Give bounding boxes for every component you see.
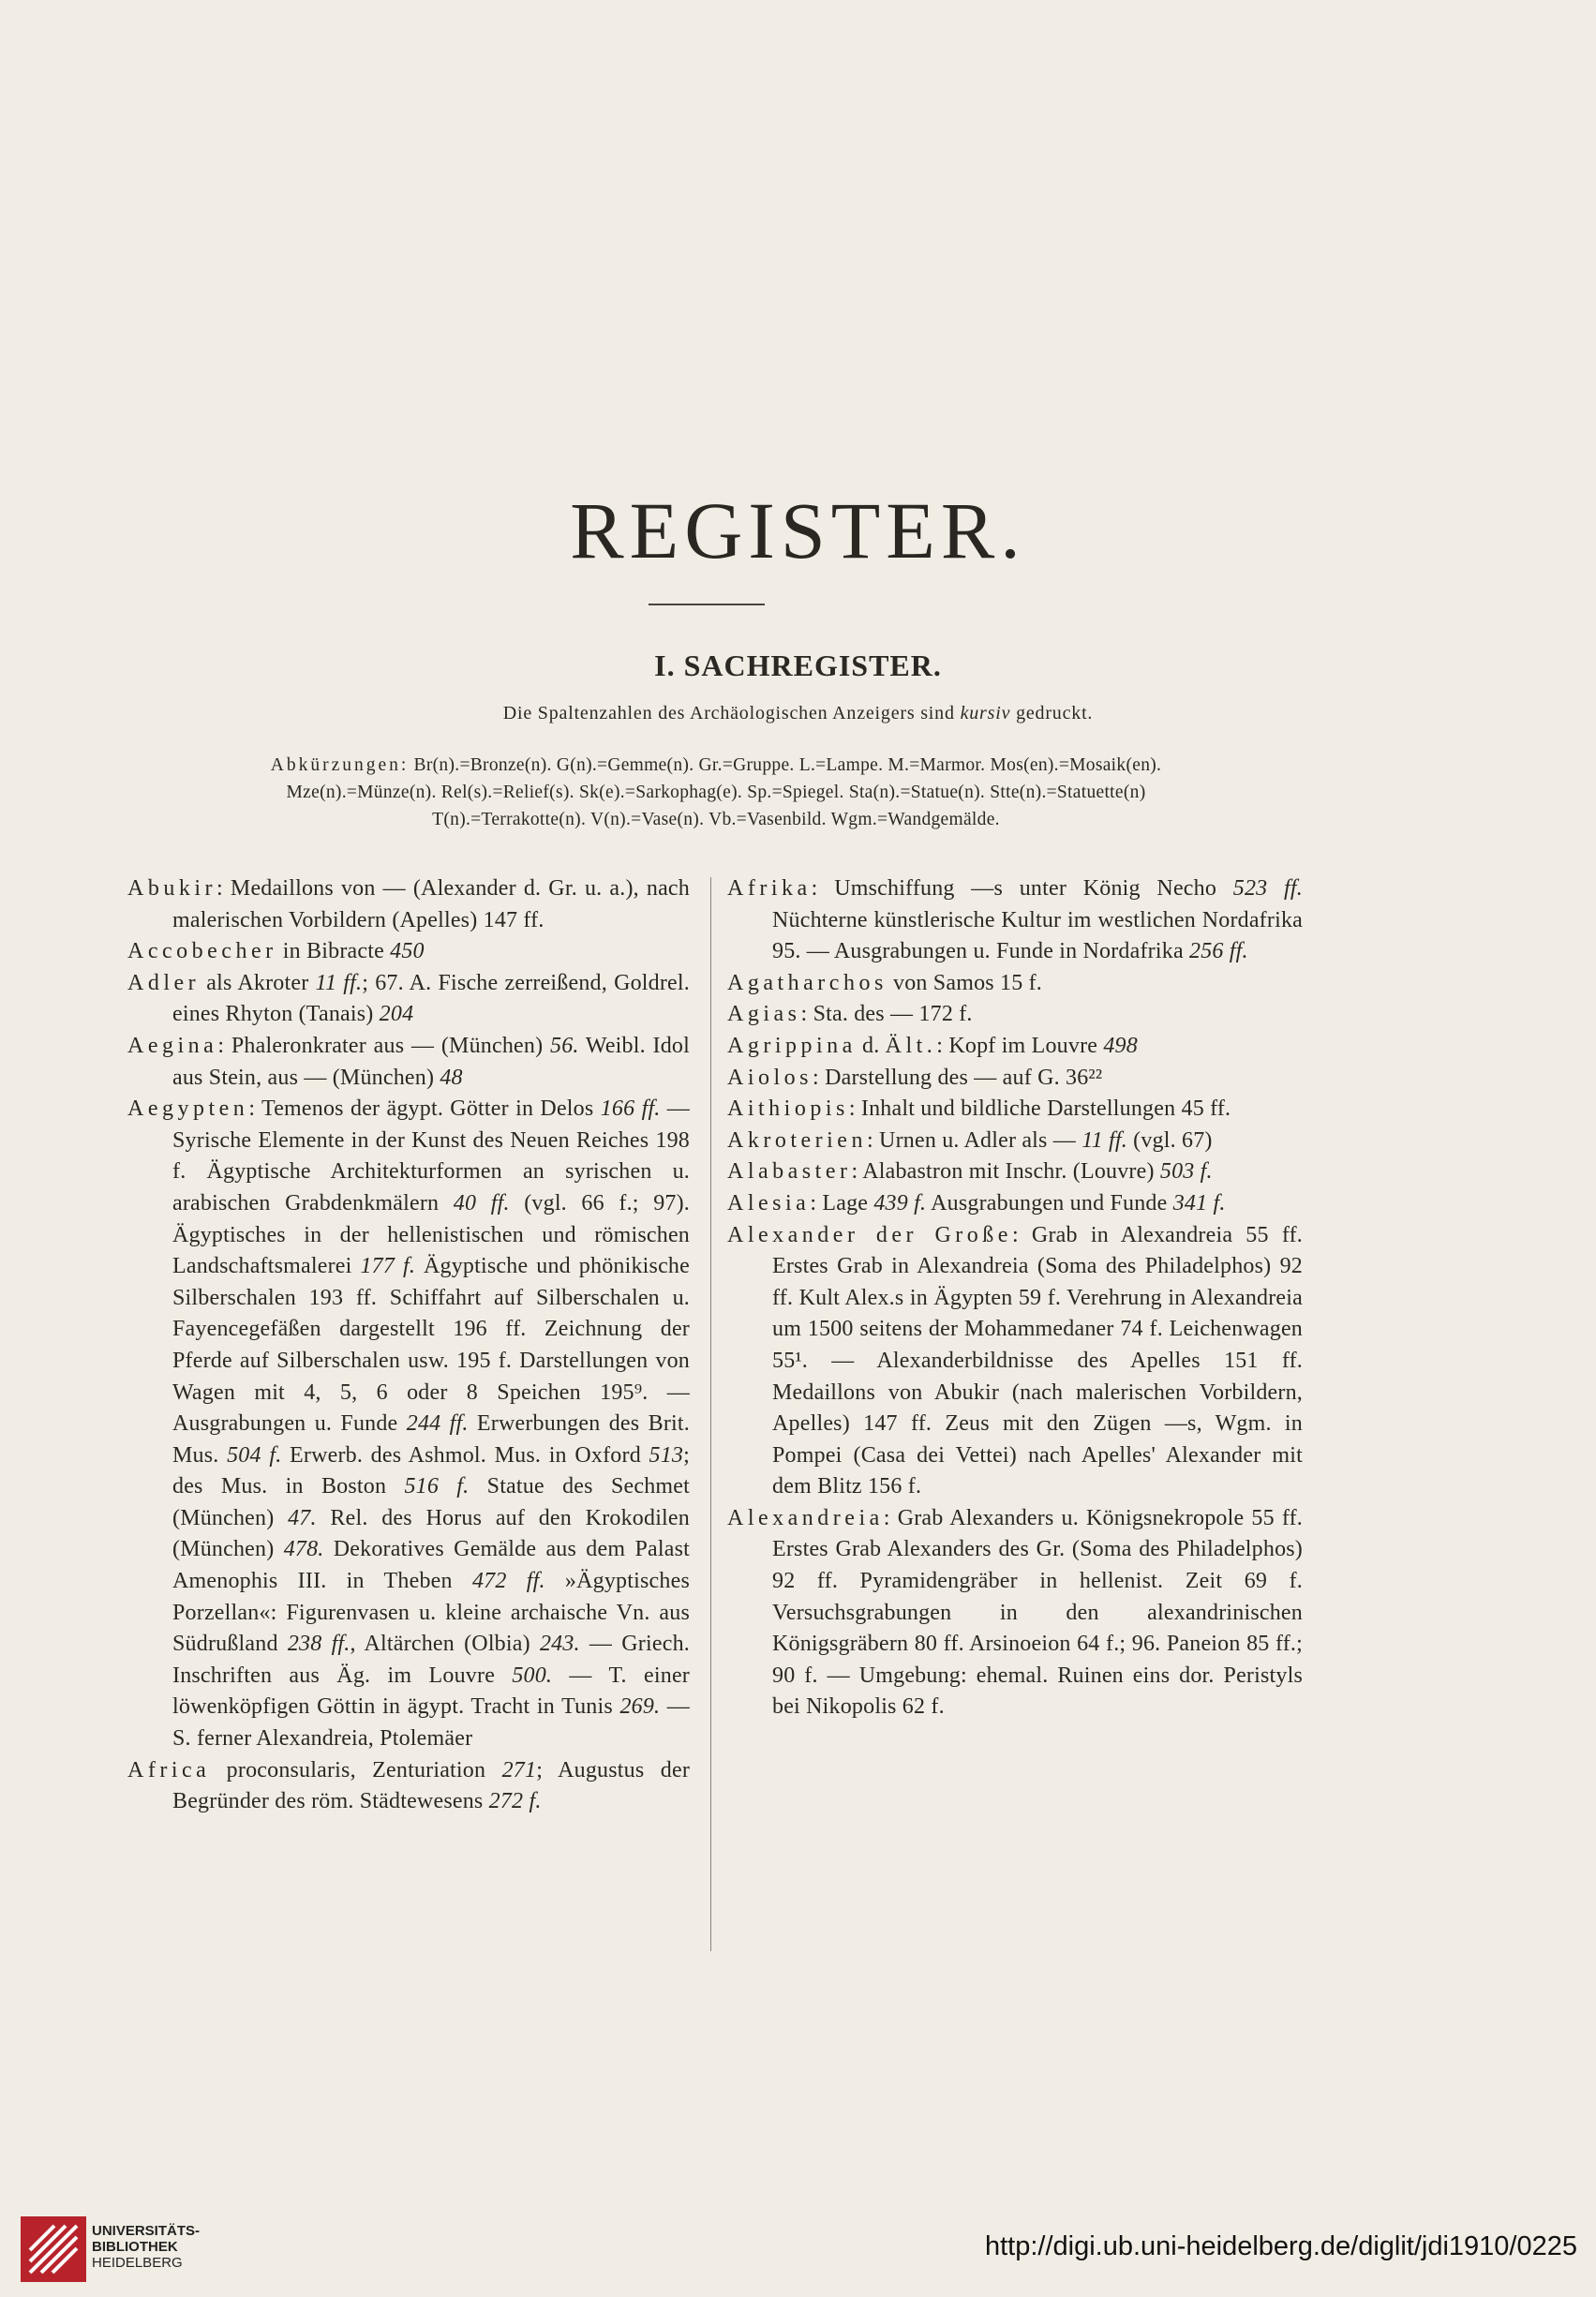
abbreviations-line-3: T(n).=Terrakotte(n). V(n).=Vase(n). Vb.=Vasenbild. Wgm.=Wandgemälde. bbox=[432, 810, 1000, 829]
entry-keyword: Aegypten bbox=[127, 1096, 249, 1122]
entry-aiolos: Aiolos: Darstellung des — auf G. 36²² bbox=[727, 1065, 1103, 1090]
entry-keyword: Alexandreia bbox=[727, 1505, 884, 1530]
library-name: UNIVERSITÄTS- BIBLIOTHEK HEIDELBERG bbox=[92, 2223, 201, 2271]
note-text-after: gedruckt. bbox=[1010, 703, 1094, 723]
entry-keyword: Akroterien bbox=[727, 1127, 867, 1153]
note-italic-word: kursiv bbox=[960, 703, 1011, 723]
entry-keyword: Aiolos bbox=[727, 1065, 813, 1090]
register-column-left bbox=[127, 873, 690, 1818]
abbreviations-line-2: Mze(n).=Münze(n). Rel(s).=Relief(s). Sk(e).=Sarkophag(e). Sp.=Spiegel. Sta(n).=Statue(n). Stte(n).=Statuette(n) bbox=[286, 783, 1146, 802]
entry-agias: Agias: Sta. des — 172 f. bbox=[727, 1002, 973, 1027]
entry-adler: Adler als Akroter 11 ff.; 67. A. Fische zerreißend, Goldrel. eines Rhyton (Tanais) 204 bbox=[127, 970, 690, 1027]
entry-agatharchos: Agatharchos von Samos 15 f. bbox=[727, 970, 1042, 995]
abbreviations-label: Abkürzungen: bbox=[270, 755, 410, 775]
title-rule bbox=[649, 604, 765, 605]
entry-keyword: Agrippina bbox=[727, 1033, 857, 1058]
entry-keyword: Accobecher bbox=[127, 939, 277, 964]
entry-keyword: Abukir bbox=[127, 876, 216, 901]
abbreviations-block bbox=[122, 752, 1310, 833]
entry-alexandreia: Alexandreia: Grab Alexanders u. Königsnekropole 55 ff. Erstes Grab Alexanders des Gr. (Soma des Philadelphos) 92 ff. Pyramidengräber in hellenist. Zeit 69 f. Versuchsgrabungen in den alexandrinischen Königsgräbern 80 ff. Arsinoeion 64 f.; 96. Paneion 85 ff.; 90 f. — Umgebung: ehemal. Ruinen eins dor. Peristyls bei Nikopolis 62 f. bbox=[727, 1505, 1303, 1720]
column-note bbox=[0, 703, 1596, 724]
entry-keyword: Afrika bbox=[727, 876, 812, 901]
entry-aegina: Aegina: Phaleronkrater aus — (München) 56. Weibl. Idol aus Stein, aus — (München) 48 bbox=[127, 1033, 690, 1090]
entry-keyword: Agias bbox=[727, 1002, 801, 1027]
note-text-before: Die Spaltenzahlen des Archäologischen Anzeigers sind bbox=[502, 703, 961, 723]
column-divider bbox=[710, 877, 711, 1951]
entry-alexander: Alexander der Große: Grab in Alexandreia 55 ff. Erstes Grab in Alexandreia (Soma des Philadelphos) 92 ff. Kult Alex.s in Ägypten 59 f. Verehrung in Alexandreia um 1500 seitens der Mohammedaner 74 f. Leichenwagen 55¹. — Alexanderbildnisse des Apelles 151 ff. Medaillons von Abukir (nach malerischen Vorbildern, Apelles) 147 ff. Zeus mit den Zügen —s, Wgm. in Pompei (Casa dei Vettei) nach Apelles' Alexander mit dem Blitz 156 f. bbox=[727, 1222, 1303, 1499]
entry-accobecher: Accobecher in Bibracte 450 bbox=[127, 939, 425, 964]
register-column-right bbox=[727, 873, 1303, 1723]
entry-keyword: Alexander der Große bbox=[727, 1222, 1012, 1247]
entry-aegypten: Aegypten: Temenos der ägypt. Götter in Delos 166 ff. — Syrische Elemente in der Kunst des Neuen Reiches 198 f. Ägyptische Architekturformen an syrischen u. arabischen Grabdenkmälern 40 ff. (vgl. 66 f.; 97). Ägyptisches in der hellenistischen und römischen Landschaftsmalerei 177 f. Ägyptische und phönikische Silberschalen 193 ff. Schiffahrt auf Silberschalen u. Fayencegefäßen dargestellt 196 ff. Zeichnung der Pferde auf Silberschalen usw. 195 f. Darstellungen von Wagen mit 4, 5, 6 oder 8 Speichen 195⁹. — Ausgrabungen u. Funde 244 ff. Erwerbungen des Brit. Mus. 504 f. Erwerb. des Ashmol. Mus. in Oxford 513; des Mus. in Boston 516 f. Statue des Sechmet (München) 47. Rel. des Horus auf den Krokodilen (München) 478. Dekoratives Gemälde aus dem Palast Amenophis III. in Theben 472 ff. »Ägyptisches Porzellan«: Figurenvasen u. kleine archaische Vn. aus Südrußland 238 ff., Altärchen (Olbia) 243. — Griech. Inschriften aus Äg. im Louvre 500. — T. einer löwenköpfigen Göttin in ägypt. Tracht in Tunis 269. — S. ferner Alexandreia, Ptolemäer bbox=[127, 1096, 691, 1752]
entry-keyword: Alesia bbox=[727, 1190, 811, 1216]
source-url[interactable]: http://digi.ub.uni-heidelberg.de/diglit/jdi1910/0225 bbox=[984, 2231, 1577, 2261]
entry-abukir: Abukir: Medaillons von — (Alexander d. Gr. u. a.), nach malerischen Vorbildern (Apelles) 147 ff. bbox=[127, 876, 690, 932]
entry-keyword: Alabaster bbox=[727, 1159, 852, 1185]
entry-alesia: Alesia: Lage 439 f. Ausgrabungen und Funde 341 f. bbox=[727, 1190, 1226, 1216]
entry-akroterien: Akroterien: Urnen u. Adler als — 11 ff. (vgl. 67) bbox=[727, 1127, 1213, 1153]
entry-keyword: Agatharchos bbox=[727, 970, 887, 995]
entry-keyword: Africa bbox=[127, 1757, 211, 1782]
entry-alabaster: Alabaster: Alabastron mit Inschr. (Louvre) 503 f. bbox=[727, 1159, 1213, 1185]
heidelberg-library-logo-icon bbox=[21, 2216, 86, 2282]
entry-keyword: Adler bbox=[127, 970, 201, 995]
entry-afrika: Afrika: Umschiffung —s unter König Necho 523 ff. Nüchterne künstlerische Kultur im westlichen Nordafrika 95. — Ausgrabungen u. Funde in Nordafrika 256 ff. bbox=[727, 876, 1303, 964]
entry-agrippina: Agrippina d. Ält.: Kopf im Louvre 498 bbox=[727, 1033, 1138, 1058]
page-title: REGISTER. bbox=[570, 485, 1026, 575]
entry-africa: Africa proconsularis, Zenturiation 271; Augustus der Begründer des röm. Städtewesens 272 f. bbox=[127, 1757, 691, 1814]
entry-aithiopis: Aithiopis: Inhalt und bildliche Darstellungen 45 ff. bbox=[727, 1096, 1231, 1122]
abbreviations-line-1: Br(n).=Bronze(n). G(n).=Gemme(n). Gr.=Gruppe. L.=Lampe. M.=Marmor. Mos(en).=Mosaik(en). bbox=[413, 755, 1162, 775]
section-title: I. SACHREGISTER. bbox=[654, 649, 942, 682]
entry-keyword: Aegina bbox=[127, 1033, 218, 1058]
entry-keyword: Aithiopis bbox=[727, 1096, 849, 1122]
